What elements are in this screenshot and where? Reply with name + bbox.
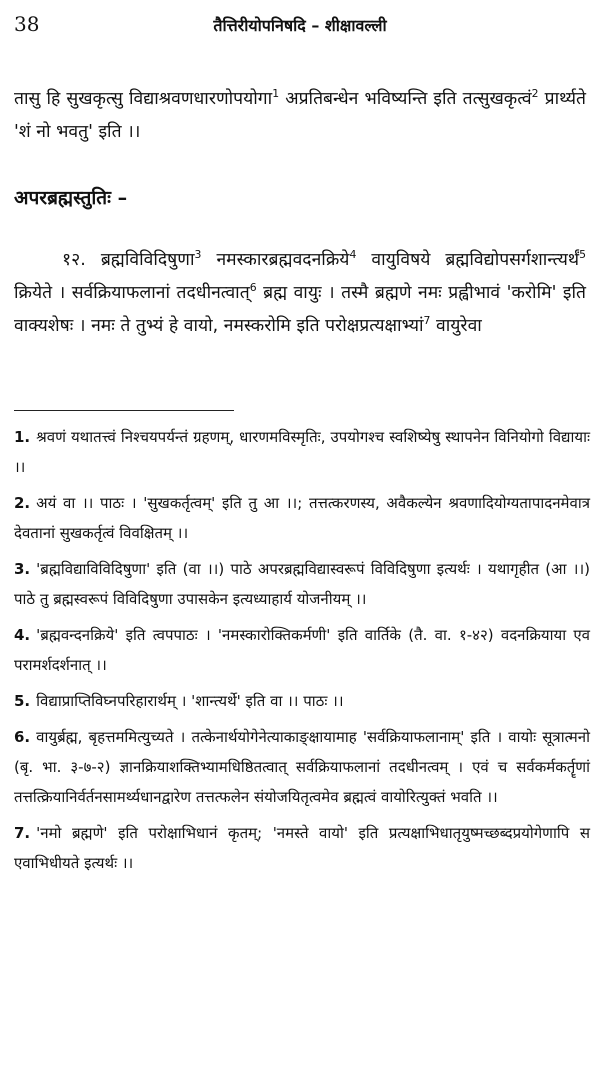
footnote-4 (14, 620, 590, 680)
footnote-ref-3: 3 (194, 248, 202, 262)
footnote-ref-6: 6 (249, 281, 257, 295)
footnote-text: वायुर्ब्रह्म, बृहत्तममित्युच्यते । तत्केनार्थयोगेनेत्याकाङ्क्षायामाह 'सर्वक्रियाफलानाम्' इति । वायोः सूत्रात्मनो (बृ. भा. ३-७-२) ज्ञानक्रियाशक्तिभ्यामधिष्ठितत्वात् सर्वक्रियाफलानां तदधीनत्वम् । एवं च सर्वकर्मकर्तॄणां तत्तत्क्रियानिर्वर्तनसामर्थ्यधानद्वारेण तत्तत्फलेन संयोजयितृत्वमेव ब्रह्मत्वं वायोरित्युक्तं भवति ।। (14, 728, 590, 806)
footnote-1 (14, 422, 590, 482)
para2-text-e: ब्रह्म वायुः । तस्मै ब्रह्मणे नमः प्रह्वीभावं 'करोमि' इति वाक्यशेषः । नमः ते तुभ्यं हे वायो, नमस्करोमि इति परोक्षप्रत्यक्षाभ्यां (14, 283, 586, 336)
para2-text-b: नमस्कारब्रह्मवदनक्रिये (201, 250, 350, 270)
footnote-number: 3. (14, 560, 31, 578)
footnote-text: विद्याप्राप्तिविघ्नपरिहारार्थम् । 'शान्त्यर्थे' इति वा ।। पाठः ।। (36, 692, 344, 710)
footnote-text: श्रवणं यथातत्त्वं निश्चयपर्यन्तं ग्रहणम्, धारणमविस्मृतिः, उपयोगश्च स्वशिष्येषु स्थापनेन विनियोगो विद्यायाः ।। (14, 428, 590, 476)
footnote-number: 1. (14, 428, 31, 446)
main-paragraph-2 (14, 244, 586, 343)
footnotes-section (14, 422, 590, 884)
para2-text-a: १२. ब्रह्मविविदिषुणा (62, 250, 195, 270)
footnote-5 (14, 686, 590, 716)
footnote-text: 'ब्रह्मवन्दनक्रिये' इति त्वपपाठः । 'नमस्कारोक्तिकर्मणी' इति वार्तिके (तै. वा. १-४२) वदनक्रियाया एव परामर्शदर्शनात् ।। (14, 626, 590, 674)
main-paragraph-1 (14, 83, 586, 149)
page-number: 38 (14, 12, 40, 36)
footnote-number: 4. (14, 626, 31, 644)
footnote-text: 'ब्रह्मविद्याविविदिषुणा' इति (वा ।।) पाठे अपरब्रह्मविद्यास्वरूपं विविदिषुणा इत्यर्थः । यथागृहीत (आ ।।) पाठे तु ब्रह्मस्वरूपं विविदिषुणा उपासकेन इत्यध्याहार्य योजनीयम् ।। (14, 560, 590, 608)
footnote-text: 'नमो ब्रह्मणे' इति परोक्षाभिधानं कृतम्; 'नमस्ते वायो' इति प्रत्यक्षाभिधातृयुष्मच्छब्दप्रयोगेणापि स एवाभिधीयते इत्यर्थः ।। (14, 824, 590, 872)
page-header (0, 12, 600, 42)
para1-text-b: अप्रतिबन्धेन भविष्यन्ति इति तत्सुखकृत्वं (279, 89, 532, 109)
footnote-6 (14, 722, 590, 812)
section-heading: अपरब्रह्मस्तुतिः – (14, 187, 128, 209)
footnote-ref-4: 4 (349, 248, 357, 262)
para2-text-f: वायुरेवा (430, 316, 482, 336)
footnote-number: 6. (14, 728, 31, 746)
footnote-ref-1: 1 (272, 87, 280, 101)
footnote-number: 5. (14, 692, 31, 710)
footnote-2 (14, 488, 590, 548)
footnote-number: 7. (14, 824, 31, 842)
footnote-ref-2: 2 (531, 87, 539, 101)
running-title: तैत्तिरीयोपनिषदि – शीक्षावल्ली (213, 16, 387, 35)
footnote-number: 2. (14, 494, 31, 512)
footnote-ref-7: 7 (423, 314, 431, 328)
footnote-separator (14, 410, 234, 411)
footnote-7 (14, 818, 590, 878)
footnote-ref-5: 5 (579, 248, 586, 262)
para1-text-c: प्रार्थ्यते 'शं नो भवतु' इति ।। (14, 89, 586, 142)
footnote-3 (14, 554, 590, 614)
para1-text-a: तासु हि सुखकृत्सु विद्याश्रवणधारणोपयोगा (14, 89, 273, 109)
footnote-text: अयं वा ।। पाठः । 'सुखकर्तृत्वम्' इति तु आ ।।; तत्तत्करणस्य, अवैकल्येन श्रवणादियोग्यतापादनमेवात्र देवतानां सुखकर्तृत्वं विवक्षितम् ।। (14, 494, 590, 542)
para2-text-d: क्रियेते । सर्वक्रियाफलानां तदधीनत्वात् (14, 283, 250, 303)
para2-text-c: वायुविषये ब्रह्मविद्योपसर्गशान्त्यर्थं (356, 250, 580, 270)
